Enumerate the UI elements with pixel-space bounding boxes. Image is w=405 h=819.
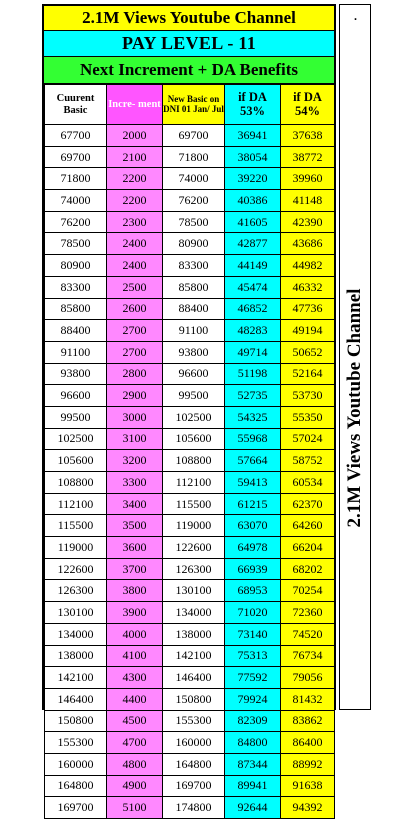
- da-54-cell: 52164: [281, 363, 335, 385]
- da-54-cell: 39960: [281, 168, 335, 190]
- new-basic-cell: 146400: [163, 667, 225, 689]
- new-basic-cell: 80900: [163, 233, 225, 255]
- new-basic-cell: 69700: [163, 125, 225, 147]
- da-53-cell: 66939: [225, 558, 281, 580]
- header-row: [45, 85, 335, 125]
- table-row: [45, 298, 335, 320]
- pay-table-panel: [42, 4, 336, 815]
- increment-cell: 5100: [107, 797, 163, 819]
- table-row: [45, 688, 335, 710]
- da-53-cell: 44149: [225, 255, 281, 277]
- increment-cell: 4400: [107, 688, 163, 710]
- increment-cell: 3000: [107, 406, 163, 428]
- da-54-cell: 62370: [281, 493, 335, 515]
- increment-cell: 2700: [107, 341, 163, 363]
- da-54-cell: 94392: [281, 797, 335, 819]
- current-basic-cell: 119000: [45, 537, 107, 559]
- da-53-cell: 87344: [225, 753, 281, 775]
- table-row: [45, 710, 335, 732]
- new-basic-cell: 142100: [163, 645, 225, 667]
- table-row: [45, 125, 335, 147]
- current-basic-cell: 102500: [45, 428, 107, 450]
- da-53-cell: 36941: [225, 125, 281, 147]
- table-row: [45, 190, 335, 212]
- header-increment: Incre- ment: [107, 85, 163, 125]
- da-53-cell: 64978: [225, 537, 281, 559]
- current-basic-cell: 85800: [45, 298, 107, 320]
- current-basic-cell: 105600: [45, 450, 107, 472]
- da-54-cell: 70254: [281, 580, 335, 602]
- da-53-cell: 68953: [225, 580, 281, 602]
- da-54-cell: 42390: [281, 211, 335, 233]
- new-basic-cell: 88400: [163, 298, 225, 320]
- new-basic-cell: 76200: [163, 190, 225, 212]
- current-basic-cell: 108800: [45, 472, 107, 494]
- increment-cell: 2500: [107, 276, 163, 298]
- increment-cell: 3300: [107, 472, 163, 494]
- current-basic-cell: 112100: [45, 493, 107, 515]
- channel-banner: 2.1M Views Youtube Channel: [44, 6, 334, 31]
- da-53-cell: 45474: [225, 276, 281, 298]
- da-54-cell: 53730: [281, 385, 335, 407]
- table-row: [45, 797, 335, 819]
- current-basic-cell: 78500: [45, 233, 107, 255]
- table-row: [45, 276, 335, 298]
- header-da-54: if DA 54%: [281, 85, 335, 125]
- increment-cell: 2000: [107, 125, 163, 147]
- new-basic-cell: 74000: [163, 168, 225, 190]
- da-53-cell: 39220: [225, 168, 281, 190]
- new-basic-cell: 71800: [163, 146, 225, 168]
- da-54-cell: 37638: [281, 125, 335, 147]
- table-row: [45, 428, 335, 450]
- current-basic-cell: 83300: [45, 276, 107, 298]
- new-basic-cell: 115500: [163, 493, 225, 515]
- current-basic-cell: 96600: [45, 385, 107, 407]
- current-basic-cell: 142100: [45, 667, 107, 689]
- table-row: [45, 168, 335, 190]
- increment-cell: 3800: [107, 580, 163, 602]
- table-row: [45, 385, 335, 407]
- new-basic-cell: 112100: [163, 472, 225, 494]
- da-53-cell: 63070: [225, 515, 281, 537]
- new-basic-cell: 126300: [163, 558, 225, 580]
- da-53-cell: 61215: [225, 493, 281, 515]
- increment-cell: 2400: [107, 233, 163, 255]
- table-row: [45, 753, 335, 775]
- header-new-basic: New Basic on DNI 01 Jan/ Jul: [163, 85, 225, 125]
- increment-cell: 2300: [107, 211, 163, 233]
- da-54-cell: 86400: [281, 732, 335, 754]
- new-basic-cell: 160000: [163, 732, 225, 754]
- increment-cell: 2700: [107, 320, 163, 342]
- increment-cell: 2900: [107, 385, 163, 407]
- increment-cell: 4000: [107, 623, 163, 645]
- da-54-cell: 57024: [281, 428, 335, 450]
- table-row: [45, 341, 335, 363]
- new-basic-cell: 91100: [163, 320, 225, 342]
- increment-cell: 3500: [107, 515, 163, 537]
- da-53-cell: 42877: [225, 233, 281, 255]
- current-basic-cell: 164800: [45, 775, 107, 797]
- increment-cell: 4300: [107, 667, 163, 689]
- new-basic-cell: 174800: [163, 797, 225, 819]
- current-basic-cell: 146400: [45, 688, 107, 710]
- da-54-cell: 55350: [281, 406, 335, 428]
- new-basic-cell: 169700: [163, 775, 225, 797]
- da-53-cell: 55968: [225, 428, 281, 450]
- da-53-cell: 92644: [225, 797, 281, 819]
- da-53-cell: 41605: [225, 211, 281, 233]
- da-54-cell: 91638: [281, 775, 335, 797]
- current-basic-cell: 160000: [45, 753, 107, 775]
- current-basic-cell: 150800: [45, 710, 107, 732]
- da-54-cell: 47736: [281, 298, 335, 320]
- new-basic-cell: 85800: [163, 276, 225, 298]
- da-54-cell: 68202: [281, 558, 335, 580]
- new-basic-cell: 96600: [163, 363, 225, 385]
- da-54-cell: 43686: [281, 233, 335, 255]
- da-54-cell: 66204: [281, 537, 335, 559]
- da-53-cell: 49714: [225, 341, 281, 363]
- current-basic-cell: 67700: [45, 125, 107, 147]
- table-row: [45, 320, 335, 342]
- da-54-cell: 50652: [281, 341, 335, 363]
- da-54-cell: 79056: [281, 667, 335, 689]
- current-basic-cell: 76200: [45, 211, 107, 233]
- da-53-cell: 52735: [225, 385, 281, 407]
- increment-cell: 4500: [107, 710, 163, 732]
- header-current-basic: Cuurent Basic: [45, 85, 107, 125]
- table-row: [45, 732, 335, 754]
- new-basic-cell: 105600: [163, 428, 225, 450]
- table-row: [45, 580, 335, 602]
- table-row: [45, 558, 335, 580]
- table-row: [45, 623, 335, 645]
- current-basic-cell: 88400: [45, 320, 107, 342]
- da-54-cell: 64260: [281, 515, 335, 537]
- new-basic-cell: 130100: [163, 580, 225, 602]
- increment-cell: 3900: [107, 602, 163, 624]
- da-54-cell: 58752: [281, 450, 335, 472]
- da-53-cell: 73140: [225, 623, 281, 645]
- da-53-cell: 82309: [225, 710, 281, 732]
- table-body: [45, 125, 335, 819]
- da-53-cell: 84800: [225, 732, 281, 754]
- da-53-cell: 40386: [225, 190, 281, 212]
- da-54-cell: 49194: [281, 320, 335, 342]
- da-54-cell: 46332: [281, 276, 335, 298]
- increment-cell: 4900: [107, 775, 163, 797]
- da-54-cell: 74520: [281, 623, 335, 645]
- table-row: [45, 515, 335, 537]
- current-basic-cell: 138000: [45, 645, 107, 667]
- new-basic-cell: 164800: [163, 753, 225, 775]
- new-basic-cell: 108800: [163, 450, 225, 472]
- new-basic-cell: 83300: [163, 255, 225, 277]
- increment-cell: 3100: [107, 428, 163, 450]
- da-54-cell: 83862: [281, 710, 335, 732]
- increment-cell: 2800: [107, 363, 163, 385]
- current-basic-cell: 69700: [45, 146, 107, 168]
- increment-cell: 2400: [107, 255, 163, 277]
- new-basic-cell: 134000: [163, 602, 225, 624]
- increment-cell: 4800: [107, 753, 163, 775]
- current-basic-cell: 91100: [45, 341, 107, 363]
- table-row: [45, 537, 335, 559]
- increment-subtitle: Next Increment + DA Benefits: [44, 57, 334, 84]
- table-row: [45, 493, 335, 515]
- da-54-cell: 41148: [281, 190, 335, 212]
- increment-cell: 2200: [107, 168, 163, 190]
- header-da-53: if DA 53%: [225, 85, 281, 125]
- table-row: [45, 775, 335, 797]
- increment-cell: 4100: [107, 645, 163, 667]
- increment-cell: 4700: [107, 732, 163, 754]
- table-row: [45, 146, 335, 168]
- da-53-cell: 71020: [225, 602, 281, 624]
- da-54-cell: 44982: [281, 255, 335, 277]
- table-row: [45, 255, 335, 277]
- da-54-cell: 72360: [281, 602, 335, 624]
- new-basic-cell: 93800: [163, 341, 225, 363]
- current-basic-cell: 155300: [45, 732, 107, 754]
- table-row: [45, 233, 335, 255]
- side-mark: .: [354, 9, 357, 23]
- da-54-cell: 81432: [281, 688, 335, 710]
- da-54-cell: 76734: [281, 645, 335, 667]
- da-53-cell: 46852: [225, 298, 281, 320]
- da-54-cell: 60534: [281, 472, 335, 494]
- new-basic-cell: 122600: [163, 537, 225, 559]
- current-basic-cell: 126300: [45, 580, 107, 602]
- table-row: [45, 645, 335, 667]
- da-53-cell: 57664: [225, 450, 281, 472]
- da-53-cell: 48283: [225, 320, 281, 342]
- new-basic-cell: 99500: [163, 385, 225, 407]
- current-basic-cell: 99500: [45, 406, 107, 428]
- increment-cell: 3600: [107, 537, 163, 559]
- table-row: [45, 211, 335, 233]
- table-row: [45, 602, 335, 624]
- table-row: [45, 450, 335, 472]
- table-row: [45, 406, 335, 428]
- current-basic-cell: 122600: [45, 558, 107, 580]
- da-53-cell: 51198: [225, 363, 281, 385]
- increment-cell: 2600: [107, 298, 163, 320]
- da-53-cell: 77592: [225, 667, 281, 689]
- da-53-cell: 54325: [225, 406, 281, 428]
- da-53-cell: 79924: [225, 688, 281, 710]
- new-basic-cell: 78500: [163, 211, 225, 233]
- increment-cell: 3400: [107, 493, 163, 515]
- current-basic-cell: 71800: [45, 168, 107, 190]
- increment-cell: 3200: [107, 450, 163, 472]
- new-basic-cell: 155300: [163, 710, 225, 732]
- new-basic-cell: 119000: [163, 515, 225, 537]
- table-row: [45, 363, 335, 385]
- current-basic-cell: 93800: [45, 363, 107, 385]
- current-basic-cell: 169700: [45, 797, 107, 819]
- da-53-cell: 59413: [225, 472, 281, 494]
- table-row: [45, 472, 335, 494]
- new-basic-cell: 102500: [163, 406, 225, 428]
- current-basic-cell: 74000: [45, 190, 107, 212]
- current-basic-cell: 80900: [45, 255, 107, 277]
- increment-cell: 3700: [107, 558, 163, 580]
- pay-table: [44, 84, 335, 819]
- increment-cell: 2200: [107, 190, 163, 212]
- new-basic-cell: 138000: [163, 623, 225, 645]
- da-53-cell: 89941: [225, 775, 281, 797]
- current-basic-cell: 134000: [45, 623, 107, 645]
- side-channel-text: 2.1M Views Youtube Channel: [344, 288, 365, 528]
- new-basic-cell: 150800: [163, 688, 225, 710]
- da-53-cell: 38054: [225, 146, 281, 168]
- pay-level-title: PAY LEVEL - 11: [44, 31, 334, 57]
- current-basic-cell: 115500: [45, 515, 107, 537]
- current-basic-cell: 130100: [45, 602, 107, 624]
- table-row: [45, 667, 335, 689]
- side-banner: [339, 4, 371, 710]
- da-54-cell: 38772: [281, 146, 335, 168]
- increment-cell: 2100: [107, 146, 163, 168]
- da-53-cell: 75313: [225, 645, 281, 667]
- da-54-cell: 88992: [281, 753, 335, 775]
